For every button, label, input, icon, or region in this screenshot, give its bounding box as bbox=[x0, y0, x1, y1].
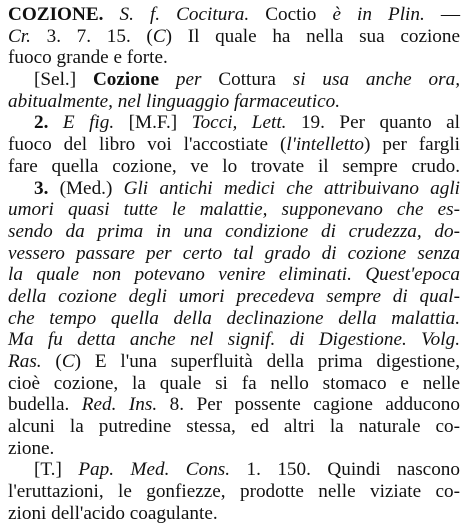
entry-text-segment: [M.F.] bbox=[114, 112, 192, 134]
entry-text-segment: Coctio bbox=[249, 4, 333, 25]
entry-line bbox=[8, 459, 460, 481]
entry-text-segment bbox=[103, 4, 119, 25]
entry-text-segment: Ras. bbox=[8, 351, 42, 372]
entry-line bbox=[8, 394, 460, 416]
entry-text-segment: Cozione bbox=[92, 69, 160, 91]
entry-text-segment: zione. bbox=[8, 437, 55, 459]
entry-line bbox=[8, 134, 460, 156]
entry-text-segment: ) Il quale ha nella sua cozione bbox=[165, 25, 460, 47]
entry-line bbox=[8, 243, 460, 265]
entry-text-segment: abitualmente, nel linguaggio farmaceutico. bbox=[8, 90, 340, 112]
entry-text-segment: la quale non potevano venire eliminati. Quest'epoca bbox=[8, 264, 460, 286]
entry-line bbox=[8, 112, 460, 134]
entry-line bbox=[8, 69, 460, 91]
entry-text-segment: S. f. Cocitura. bbox=[119, 4, 250, 25]
entry-text-segment: fuoco grande e forte. bbox=[8, 47, 168, 69]
entry-text-segment: ) E l'una superfluità della prima digestione, bbox=[74, 351, 460, 372]
entry-line bbox=[8, 47, 460, 69]
entry-text-segment bbox=[159, 69, 176, 90]
entry-text-segment: cioè cozione, la quale si fa nello stomaco e nelle bbox=[8, 372, 460, 394]
entry-text-segment: C bbox=[61, 351, 75, 372]
entry-text-segment: si usa anche ora, bbox=[292, 69, 460, 91]
entry-text-segment: sendo da prima in una condizione di crudezza, do- bbox=[8, 220, 460, 242]
entry-line bbox=[8, 329, 460, 351]
entry-text-segment: ) per fargli bbox=[364, 134, 460, 156]
entry-text-segment: 8. Per possente cagione adducono bbox=[157, 394, 460, 416]
entry-text-segment: Red. Ins. bbox=[81, 394, 158, 416]
entry-text-segment: 2. bbox=[34, 112, 49, 134]
entry-line bbox=[8, 26, 460, 48]
entry-line bbox=[8, 286, 460, 308]
entry-text-segment: Ma fu detta anche nel signif. di Digestione. Volg. bbox=[8, 329, 460, 351]
entry-text-segment: è in Plin. bbox=[332, 4, 425, 25]
entry-line bbox=[8, 438, 460, 460]
entry-text-segment: vessero passare per certo tal grado di cozione senza bbox=[8, 242, 460, 264]
entry-text-segment: per bbox=[175, 69, 202, 91]
entry-text-segment: alcuni la putredine stessa, ed altri la naturale co- bbox=[8, 416, 460, 438]
entry-text-segment: E fig. bbox=[62, 112, 115, 134]
entry-text-segment: umori quasi tutte le malattie, supponevano che es- bbox=[8, 199, 460, 221]
entry-text-segment: Tocci, Lett. bbox=[191, 112, 287, 134]
entry-text-segment: [Sel.] bbox=[34, 69, 93, 91]
entry-text-segment: [T.] bbox=[34, 459, 79, 481]
entry-line bbox=[8, 221, 460, 243]
entry-text-segment: ( bbox=[41, 351, 62, 372]
entry-line bbox=[8, 373, 460, 395]
entry-text-segment bbox=[48, 112, 62, 133]
entry-text-segment: (Med.) bbox=[48, 177, 124, 199]
entry-line bbox=[8, 178, 460, 200]
entry-text-segment: Cr. bbox=[8, 25, 31, 47]
entry-text-segment: fare quella cozione, ve lo trovate il sempre crudo. bbox=[8, 155, 460, 177]
entry-line bbox=[8, 416, 460, 438]
entry-line bbox=[8, 481, 460, 503]
entry-text-segment: zioni dell'acido coagulante. bbox=[8, 502, 218, 524]
entry-text-segment: 19. Per quanto al bbox=[286, 112, 461, 134]
entry-line bbox=[8, 91, 460, 113]
entry-line bbox=[8, 264, 460, 286]
entry-text-segment: 3. bbox=[34, 177, 49, 199]
entry-line bbox=[8, 156, 460, 178]
entry-line bbox=[8, 351, 460, 373]
entry-text-segment: della cozione degli umori precedeva sempre di qual- bbox=[8, 285, 460, 307]
entry-text-segment: Pap. Med. Cons. bbox=[78, 459, 231, 481]
entry-text-segment: — bbox=[424, 4, 461, 25]
entry-text-segment: budella. bbox=[8, 394, 82, 416]
entry-text-segment: l'eruttazioni, le gonfiezze, prodotte nelle viziate co- bbox=[8, 481, 460, 503]
entry-text-segment: Cottura bbox=[201, 69, 293, 91]
entry-line bbox=[8, 4, 460, 26]
entry-line bbox=[8, 308, 460, 330]
entry-line bbox=[8, 199, 460, 221]
entry-text-segment: 3. 7. 15. ( bbox=[30, 25, 153, 47]
entry-text-segment: C bbox=[152, 25, 166, 47]
entry-text-segment: COZIONE. bbox=[8, 4, 104, 25]
entry-text-segment: Gli antichi medici che attribuivano agli bbox=[123, 177, 460, 199]
dictionary-entry-cozione bbox=[8, 4, 460, 525]
entry-text-segment: fuoco del libro voi l'accostiate ( bbox=[8, 134, 287, 156]
entry-text-segment: l'intelletto bbox=[286, 134, 365, 156]
entry-text-segment: che tempo quella della declinazione della malattia. bbox=[8, 307, 460, 329]
entry-text-segment: 1. 150. Quindi nascono bbox=[230, 459, 460, 481]
